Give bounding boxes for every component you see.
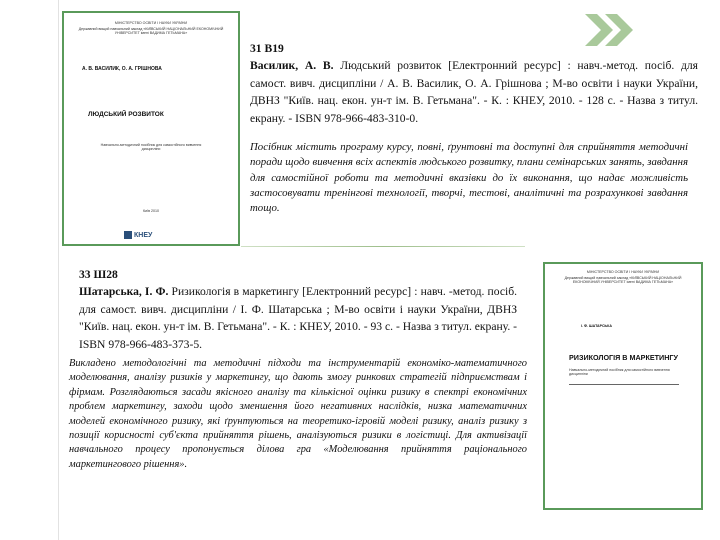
cover-rule xyxy=(569,384,679,385)
cover-title: РИЗИКОЛОГІЯ В МАРКЕТИНГУ xyxy=(569,353,678,362)
entry-description: Людський розвиток [Електронний ресурс] : навч.-метод. посіб. для самост. вивч. дисципліни / А. В. Василик, О. А. Грішнова ; М-во освіти і науки України, ДВНЗ "Київ. нац. екон. ун-т ім. В. Гетьмана". - К. : КНЕУ, 2010. - 128 с. - Назва з титул. екрану. - ISBN 978-966-483-310-0. xyxy=(250,59,698,125)
cover-institution: Державний вищий навчальний заклад «КИЇВСЬКИЙ НАЦІОНАЛЬНИЙ ЕКОНОМІЧНИЙ УНІВЕРСИТЕТ імені ВАДИМА ГЕТЬМАНА» xyxy=(564,276,682,285)
book-cover-ryzykolohiia xyxy=(543,262,703,510)
bibliographic-entry-1 xyxy=(250,40,698,127)
cover-header: МІНІСТЕРСТВО ОСВІТИ І НАУКИ УКРАЇНИ xyxy=(586,270,660,274)
cover-header: МІНІСТЕРСТВО ОСВІТИ І НАУКИ УКРАЇНИ xyxy=(114,21,188,25)
cover-authors: А. В. ВАСИЛИК, О. А. ГРІШНОВА xyxy=(82,66,162,72)
annotation-1: Посібник містить програму курсу, повні, ґрунтовні та доступні для сприйняття методичні поради щодо вивчення всіх аспектів людського розвитку, плани семінарських занять, завдання для самостійної роботи та методичні вказівки до їх виконання, що надає можливість застосовувати тренінгові технології, творчі, тестові, аналітичні та розрахункові завдання тощо. xyxy=(250,141,688,215)
entry-author: Василик, А. В. xyxy=(250,59,334,73)
book-cover-liudskyi-rozvytok xyxy=(62,11,240,246)
entry-description: Ризикологія в маркетингу [Електронний ресурс] : навч. -метод. посіб. для самост. вивч. дисципліни / І. Ф. Шатарська ; М-во освіти і науки України, ДВНЗ "Київ. нац. екон. ун-т ім. В. Гетьмана". - К. : КНЕУ, 2010. - 93 с. - Назва з титул. екрану. - ISBN 978-966-483-373-5. xyxy=(79,285,517,351)
entry-code: 33 Ш28 xyxy=(79,268,118,281)
kneu-logo-icon: КНЕУ xyxy=(124,231,170,241)
cover-subtitle: Навчально-методичний посібник для самостійного вивчення дисципліни xyxy=(100,143,202,152)
cover-title: ЛЮДСЬКИЙ РОЗВИТОК xyxy=(88,111,164,118)
bibliographic-entry-2 xyxy=(79,266,517,353)
cover-institution: Державний вищий навчальний заклад «КИЇВСЬКИЙ НАЦІОНАЛЬНИЙ ЕКОНОМІЧНИЙ УНІВЕРСИТЕТ імені ВАДИМА ГЕТЬМАНА» xyxy=(78,27,224,36)
cover-city: Київ 2010 xyxy=(142,209,159,213)
entry-code: 31 В19 xyxy=(250,42,284,55)
cover-authors: І. Ф. ШАТАРСЬКА xyxy=(581,324,612,328)
annotation-2: Викладено методологічні та методичні підходи та інструментарій економіко-математичного моделювання, аналізу ризиків у маркетингу, що дають змогу ринкових стратегій підприємствам і фірмам. Розглядаються засади якісного аналізу та кількісної оцінки ризику в спектрі економічних проблем маркетингу, заходи щодо зменшення його негативних наслідків, низка математичних моделей економічного ризику, які ґрунтуються на теоретико-ігровій моделі ризику, аналіз ризику з позиції корисності суб'єкта прийняття рішень, аналізуються ризики в логістиці. Для активізації навчального процесу пропонується ділова гра «Моделювання прийняття раціонального маркетингового рішення». xyxy=(69,358,527,470)
entry-author: Шатарська, І. Ф. xyxy=(79,285,169,299)
cover-subtitle: Навчально-методичний посібник для самостійного вивчення дисципліни xyxy=(569,368,670,377)
section-divider xyxy=(241,246,525,247)
